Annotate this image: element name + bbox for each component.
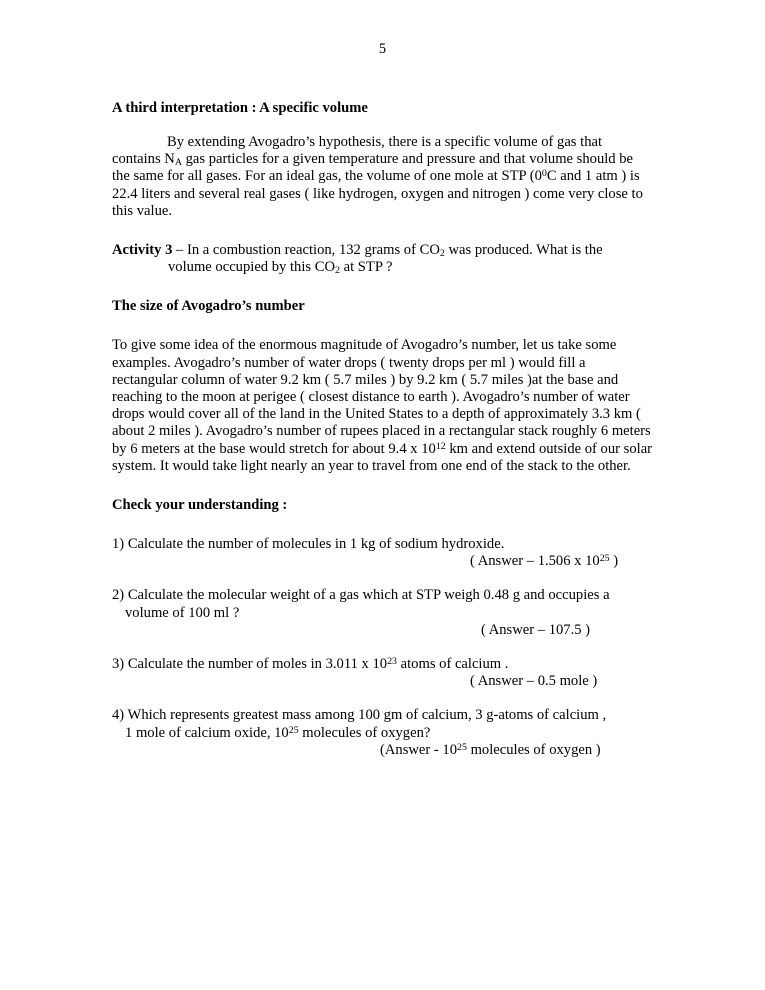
- superscript-exponent-25: 25: [288, 724, 299, 736]
- paragraph-text-segment: To give some idea of the enormous magnitude of Avogadro’s number, let us take some examples. Avogadro’s number of water drops ( twenty drops per ml ) would fill a rectangular column of water 9.2 km ( 5.7 miles ) by 9.2 km ( 5.7 miles )at the base and reaching to the moon at perigee ( closest distance to earth ). Avogadro’s number of water drops would cover all of the land in the United States to a depth of approximately 3.3 km ( about 2 miles ). Avogadro’s number of rupees placed in a rectangular stack roughly 6 meters by 6 meters at the base would stretch for about 9.4 x 10: [112, 337, 651, 457]
- subscript-co2: 2: [439, 248, 445, 260]
- superscript-exponent-12: 12: [435, 440, 446, 452]
- spacer: [112, 690, 654, 707]
- question-line-2: [112, 725, 654, 742]
- question-text: Calculate the number of moles in 3.011 x 10: [124, 656, 388, 673]
- paragraph-specific-volume: [112, 134, 654, 220]
- activity-line-2: [112, 259, 654, 276]
- answer-4: [112, 742, 654, 759]
- spacer: [112, 514, 654, 536]
- section-heading-specific-volume: A third interpretation : A specific volume: [112, 100, 368, 116]
- paragraph-text-segment: km and extend outside of our solar system. It would take light nearly an year to travel from one end of the stack to the other.: [112, 440, 653, 474]
- page-number: 5: [378, 41, 387, 57]
- answer-3: ( Answer – 0.5 mole ): [470, 673, 598, 690]
- paragraph-text-segment: gas particles for a given temperature and pressure and that volume should be the same for all gases. For an ideal gas, the volume of one mole at STP (0: [112, 151, 634, 185]
- question-text: 1 mole of calcium oxide, 10: [125, 724, 289, 741]
- answer-text-segment: ( Answer – 1.506 x 10: [470, 553, 600, 570]
- question-number: 4): [112, 707, 125, 724]
- answer-text-segment: molecules of oxygen ): [466, 741, 601, 758]
- section-heading-size-of-avogadros-number: The size of Avogadro’s number: [112, 298, 305, 315]
- superscript-exponent-25: 25: [599, 553, 610, 565]
- superscript-exponent-23: 23: [387, 655, 397, 667]
- question-text: molecules of oxygen?: [298, 724, 431, 741]
- question-text: Calculate the number of molecules in 1 kg of sodium hydroxide.: [124, 536, 505, 553]
- question-text: volume of 100 ml ?: [125, 604, 240, 621]
- spacer: [112, 570, 654, 587]
- question-text: atoms of calcium .: [396, 656, 509, 673]
- activity-label: Activity 3: [112, 242, 173, 259]
- spacer: [112, 475, 654, 497]
- question-line-2: [112, 605, 654, 639]
- question-number: 1): [112, 536, 125, 553]
- activity-text-segment: – In a combustion reaction, 132 grams of CO: [172, 242, 440, 259]
- question-item-3: [112, 656, 654, 690]
- spacer: [112, 639, 654, 656]
- subscript-avogadro-number: A: [174, 157, 182, 169]
- spacer: [112, 315, 654, 337]
- answer-2: ( Answer – 107.5 ): [481, 621, 591, 638]
- section-heading-check-your-understanding: Check your understanding :: [112, 497, 288, 514]
- activity-text-segment: at STP ?: [339, 259, 393, 276]
- superscript-exponent-25: 25: [457, 741, 467, 753]
- question-number: 2): [112, 587, 125, 604]
- question-item-1: [112, 536, 654, 570]
- question-text: Which represents greatest mass among 100 gm of calcium, 3 g-atoms of calcium ,: [124, 707, 607, 724]
- spacer: [112, 117, 654, 134]
- superscript-degree: 0: [541, 168, 547, 180]
- answer-text-segment: ): [609, 553, 619, 570]
- question-item-4: [112, 707, 654, 759]
- spacer: [112, 276, 654, 298]
- paragraph-text-segment: C and 1 atm ) is 22.4 liters and several real gases ( like hydrogen, oxygen and nitrogen ) come very close to this value.: [112, 168, 643, 219]
- paragraph-size-of-avogadros-number: [112, 337, 654, 475]
- answer-text-segment: (Answer - 10: [380, 741, 458, 758]
- question-item-2: [112, 587, 654, 639]
- question-text: Calculate the molecular weight of a gas which at STP weigh 0.48 g and occupies a: [124, 587, 610, 604]
- activity-text-segment: volume occupied by this CO: [168, 259, 335, 276]
- spacer: [112, 220, 654, 242]
- question-number: 3): [112, 656, 125, 673]
- activity-text-segment: was produced. What is the: [444, 242, 603, 259]
- subscript-co2: 2: [335, 265, 340, 277]
- paragraph-text-segment: By extending Avogadro’s hypothesis, there is a specific volume of gas that contains N: [112, 134, 603, 168]
- document-body: [112, 100, 654, 759]
- answer-1: [112, 553, 654, 570]
- activity-3-block: [112, 242, 654, 276]
